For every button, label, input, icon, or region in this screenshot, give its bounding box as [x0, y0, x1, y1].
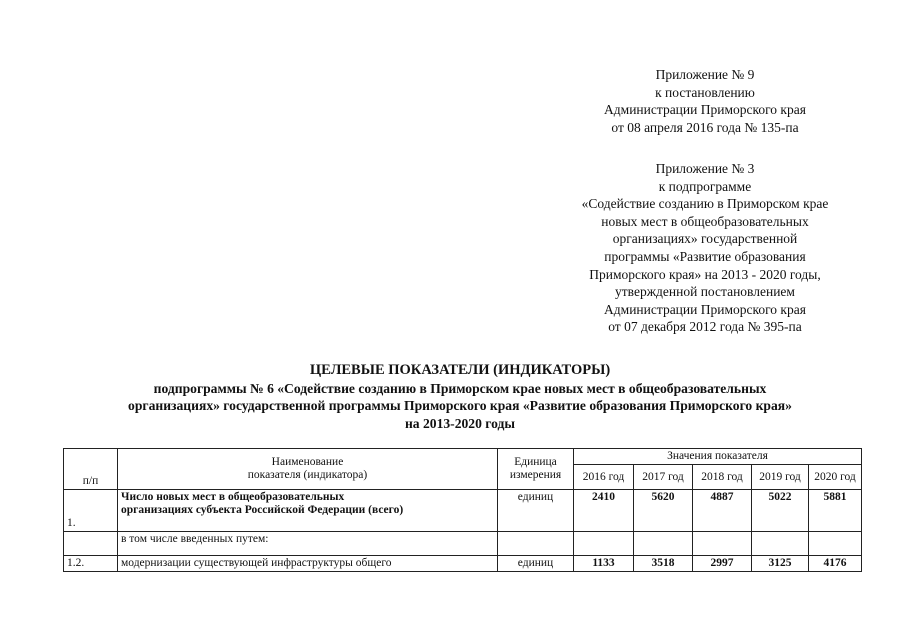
- header-year: 2016 год: [574, 465, 634, 490]
- annex-3-line: новых мест в общеобразовательных: [601, 213, 809, 229]
- annex-3-line: от 07 декабря 2012 года № 395-па: [608, 319, 802, 335]
- row-name-line: Число новых мест в общеобразовательных: [121, 491, 345, 503]
- header-name-line: показателя (индикатора): [247, 469, 368, 481]
- row-unit: единиц: [498, 490, 574, 532]
- annex-3-line: Приложение № 3: [655, 161, 755, 176]
- header-unit-line: Единица: [514, 456, 557, 468]
- row-value: 5881: [809, 490, 862, 532]
- row-value: 2410: [574, 490, 634, 532]
- annex-3-header: [560, 160, 850, 336]
- table-row: [64, 490, 862, 532]
- title-heading: ЦЕЛЕВЫЕ ПОКАЗАТЕЛИ (ИНДИКАТОРЫ): [309, 362, 611, 378]
- header-year: 2020 год: [809, 465, 862, 490]
- annex-9-line: к постановлению: [655, 84, 755, 100]
- header-year: 2019 год: [752, 465, 809, 490]
- row-value: 4887: [693, 490, 752, 532]
- row-unit: единиц: [498, 556, 574, 572]
- annex-3-line: Приморского края» на 2013 - 2020 годы,: [589, 266, 821, 282]
- title-line: организациях» государственной программы Приморского края «Развитие образования Приморского края»: [128, 398, 792, 414]
- title-line: подпрограммы № 6 «Содействие созданию в Приморском крае новых мест в общеобразовательных: [153, 380, 767, 396]
- header-index: п/п: [64, 449, 118, 490]
- row-value: 4176: [809, 556, 862, 572]
- row-value: [634, 532, 693, 556]
- row-value: [693, 532, 752, 556]
- header-name: [118, 449, 498, 490]
- annex-9-line: Администрации Приморского края: [604, 102, 806, 118]
- row-value: 3518: [634, 556, 693, 572]
- annex-3-line: программы «Развитие образования: [604, 248, 806, 264]
- header-values-group: Значения показателя: [574, 449, 862, 465]
- row-value: 1133: [574, 556, 634, 572]
- row-value: [574, 532, 634, 556]
- row-value: 5620: [634, 490, 693, 532]
- row-index: [64, 532, 118, 556]
- annex-9-line: Приложение № 9: [655, 67, 755, 82]
- header-row: [64, 449, 862, 465]
- annex-3-line: Администрации Приморского края: [604, 301, 806, 317]
- row-name-line: организациях субъекта Российской Федерации (всего): [121, 504, 404, 516]
- annex-9-header: [585, 66, 825, 136]
- row-value: [752, 532, 809, 556]
- annex-3-line: организациях» государственной: [612, 231, 798, 247]
- header-year: 2018 год: [693, 465, 752, 490]
- row-value: [809, 532, 862, 556]
- row-value: 3125: [752, 556, 809, 572]
- indicators-table: [63, 448, 862, 572]
- annex-3-line: «Содействие созданию в Приморском крае: [581, 196, 829, 212]
- row-name: в том числе введенных путем:: [118, 532, 498, 556]
- row-index: 1.: [64, 490, 118, 532]
- table-row: [64, 532, 862, 556]
- annex-9-line: от 08 апреля 2016 года № 135-па: [611, 119, 799, 135]
- row-index: 1.2.: [64, 556, 118, 572]
- row-value: 2997: [693, 556, 752, 572]
- title-line: на 2013-2020 годы: [404, 415, 516, 431]
- row-name: модернизации существующей инфраструктуры общего: [118, 556, 498, 572]
- document-title: [95, 362, 825, 432]
- row-unit: [498, 532, 574, 556]
- row-name: [118, 490, 498, 532]
- header-unit-line: измерения: [509, 469, 562, 481]
- table-row: [64, 556, 862, 572]
- annex-3-line: утвержденной постановлением: [615, 284, 795, 300]
- header-unit: [498, 449, 574, 490]
- header-year: 2017 год: [634, 465, 693, 490]
- annex-3-line: к подпрограмме: [658, 178, 752, 194]
- header-name-line: Наименование: [271, 456, 344, 468]
- row-value: 5022: [752, 490, 809, 532]
